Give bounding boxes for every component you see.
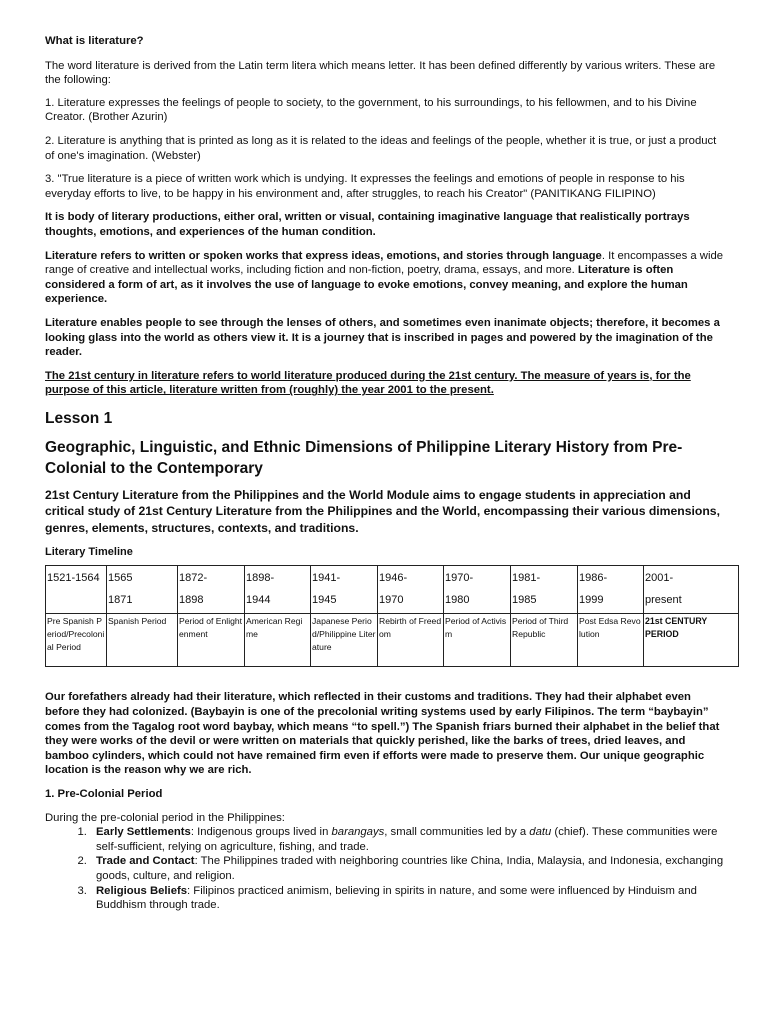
refers-normal: . It encompasses a wide range of creative and intellectual works, including fiction and non-fiction, poetry, drama, essays, and more. (45, 249, 724, 277)
timeline-year-cell: 1898- 1944 (245, 566, 311, 614)
document-page (45, 34, 725, 913)
timeline-period-cell: Japanese Period/Philippine Literature (311, 614, 378, 667)
list-item: 3. Religious Beliefs: Filipinos practiced animism, believing in spirits in nature, and some were influenced by Hinduism and Buddhism through trade. (90, 884, 725, 913)
section-pre-colonial-intro: During the pre-colonial period in the Philippines: (45, 811, 285, 824)
timeline-period-cell: Period of Enlightenment (178, 614, 245, 667)
timeline-year-cell: 1565 1871 (107, 566, 178, 614)
timeline-year-cell: 1986- 1999 (578, 566, 644, 614)
timeline-period-cell: 21st CENTURY PERIOD (644, 614, 739, 667)
timeline-periods-row (46, 614, 739, 667)
timeline-period-cell: Post Edsa Revolution (578, 614, 644, 667)
timeline-year-cell: 1872- 1898 (178, 566, 245, 614)
paragraph-literature-enables: Literature enables people to see through the lenses of others, and sometimes even inanimate objects; therefore, it becomes a looking glass into the world as others view it. It is a journey that is inscribed in pages and powered by the imagination of the reader. (45, 316, 720, 359)
timeline-year-cell: 1946- 1970 (378, 566, 444, 614)
literary-timeline-table (45, 565, 739, 667)
pre-colonial-list (45, 825, 725, 913)
list-item: 1. Early Settlements: Indigenous groups lived in barangays, small communities led by a datu (chief). These communities were self-sufficient, relying on agriculture, fishing, and trade. (90, 825, 725, 854)
timeline-year-cell: 1970- 1980 (444, 566, 511, 614)
timeline-year-cell: 1521-1564 (46, 566, 107, 614)
paragraph-forefathers: Our forefathers already had their literature, which reflected in their customs and traditions. They had their alphabet even before they had colonized. (Baybayin is one of the precolonial writing systems used by early Filipinos. The term “baybayin” comes from the Tagalog root word baybay, which means “to spell.”) The Spanish friars burned their alphabet in the belief that they were works of the devil or were written on materials that quickly perished, like the barks of trees, dried leaves, and bamboo cylinders, which could not have remained firm even if efforts were made to preserve them. Our unique geographic location is the reason why we are rich. (45, 691, 720, 777)
list-item: 2. Trade and Contact: The Philippines traded with neighboring countries like China, India, Malaysia, and Indonesia, exchanging goods, culture, and religion. (90, 854, 725, 883)
paragraph-body-of-literature: It is body of literary productions, either oral, written or visual, containing imaginative language that realistically portrays thoughts, emotions, and experiences of the human condition. (45, 211, 690, 238)
timeline-year-cell: 1941- 1945 (311, 566, 378, 614)
paragraph-21st-century: The 21st century in literature refers to world literature produced during the 21st century. The measure of years is, for the purpose of this article, literature written from (roughly) the year 2001 to the present. (45, 369, 691, 397)
timeline-period-cell: Period of Activism (444, 614, 511, 667)
section-pre-colonial-heading: 1. Pre-Colonial Period (45, 787, 163, 800)
lesson-title: Geographic, Linguistic, and Ethnic Dimensions of Philippine Literary History from Pre-Colonial to the Contemporary (45, 438, 683, 477)
timeline-period-cell: Spanish Period (107, 614, 178, 667)
refers-bold-2: Literature is often considered a form of art, as it involves the use of language to evoke emotions, convey meaning, and explore the human experience. (45, 264, 688, 306)
timeline-year-cell: 1981- 1985 (511, 566, 578, 614)
module-intro: 21st Century Literature from the Philippines and the World Module aims to engage students in appreciation and critical study of 21st Century Literature from the Philippines and the World, encompassing their various dimensions, genres, elements, structures, contexts, and traditions. (45, 487, 720, 535)
definition-3: 3. "True literature is a piece of written work which is undying. It expresses the feelings and emotions of people in response to his everyday efforts to live, to be happy in his environment and, after struggles, to reach his Creator" (PANITIKANG FILIPINO) (45, 173, 685, 200)
timeline-year-cell: 2001- present (644, 566, 739, 614)
timeline-period-cell: Rebirth of Freedom (378, 614, 444, 667)
paragraph-origin: The word literature is derived from the Latin term litera which means letter. It has been defined differently by various writers. These are the following: (45, 59, 716, 87)
lesson-heading: Lesson 1 (45, 409, 113, 427)
timeline-years-row (46, 566, 739, 614)
definition-1: 1. Literature expresses the feelings of people to society, to the government, to his surroundings, to his fellowmen, and to his Divine Creator. (Brother Azurin) (45, 96, 697, 124)
definition-2: 2. Literature is anything that is printed as long as it is related to the ideas and feelings of the people, whether it is true, or just a product of one's imagination. (Webster) (45, 134, 717, 162)
refers-bold-1: Literature refers to written or spoken works that express ideas, emotions, and stories through language (45, 249, 602, 262)
paragraph-literature-refers (45, 249, 725, 307)
timeline-period-cell: Pre Spanish Period/Precolonial Period (46, 614, 107, 667)
timeline-period-cell: Period of Third Republic (511, 614, 578, 667)
timeline-label: Literary Timeline (45, 546, 133, 559)
timeline-period-cell: American Regime (245, 614, 311, 667)
heading-what-is-literature: What is literature? (45, 35, 144, 47)
